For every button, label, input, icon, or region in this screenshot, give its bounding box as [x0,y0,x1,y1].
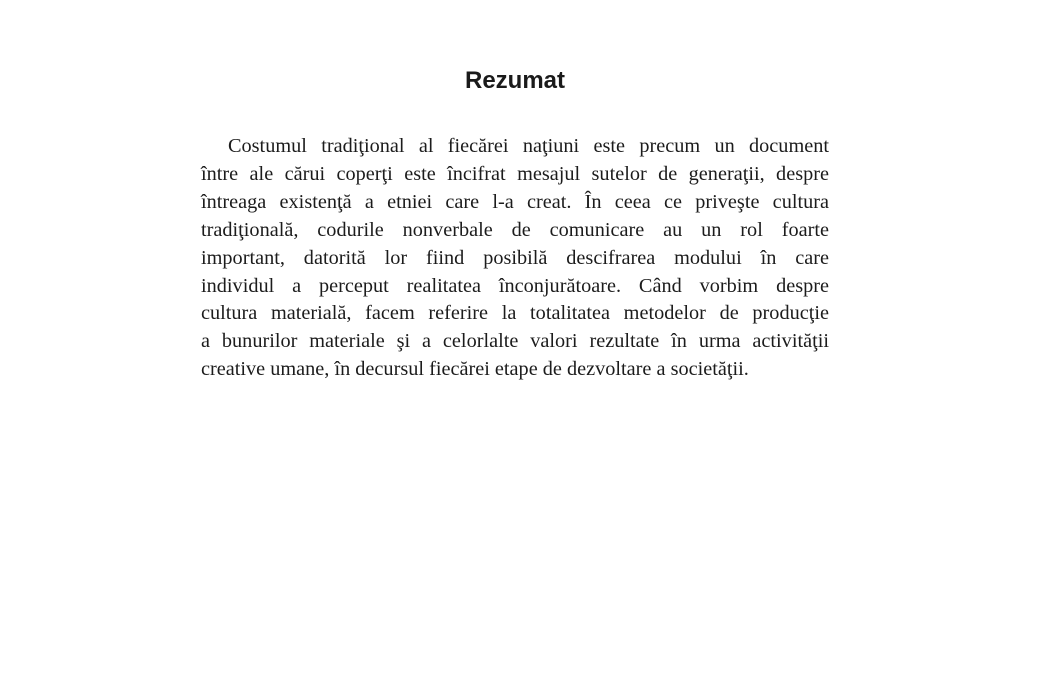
paragraph-line: important, datorită lor fiind posibilă descifrarea modului în care [201,246,829,269]
summary-paragraph [201,133,829,384]
paragraph-line: individul a perceput realitatea înconjurătoare. Când vorbim despre [201,274,829,297]
paragraph-line: creative umane, în decursul fiecărei etape de dezvoltare a societăţii. [201,358,749,381]
paragraph-line: întreaga existenţă a etniei care l-a creat. În ceea ce priveşte cultura [201,190,829,213]
paragraph-line: a bunurilor materiale şi a celorlalte valori rezultate în urma activităţii [201,330,829,353]
paragraph-line: tradiţională, codurile nonverbale de comunicare au un rol foarte [201,218,829,241]
page-title: Rezumat [464,67,566,94]
paragraph-line: cultura materială, facem referire la totalitatea metodelor de producţie [201,302,829,325]
paragraph-line: Costumul tradiţional al fiecărei naţiuni este precum un document [228,135,829,157]
paragraph-line: între ale cărui coperţi este încifrat mesajul sutelor de generaţii, despre [201,162,829,185]
